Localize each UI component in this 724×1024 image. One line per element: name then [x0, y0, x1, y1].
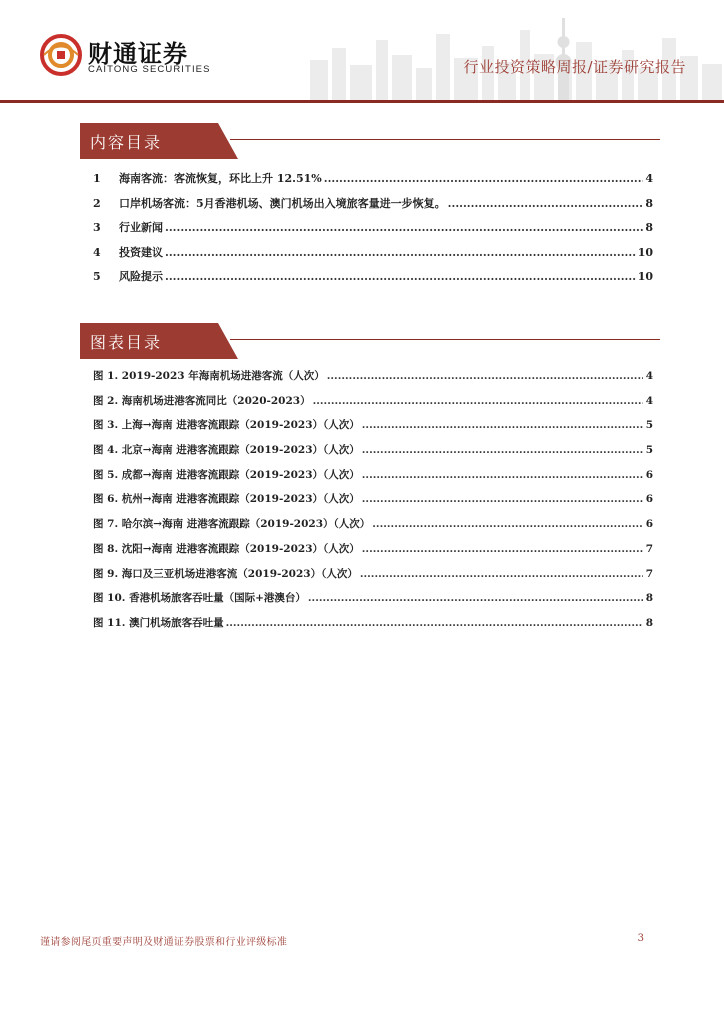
toc-leader-dots [226, 617, 643, 629]
report-type-title: 行业投资策略周报/证券研究报告 [463, 58, 686, 76]
section-rule [230, 139, 660, 140]
contents-heading-label: 内容目录 [90, 133, 163, 152]
footer-disclaimer: 谨请参阅尾页重要声明及财通证券股票和行业评级标准 [40, 937, 288, 948]
figure-entry[interactable] [93, 442, 653, 467]
figures-list [93, 368, 653, 640]
company-logo [40, 34, 230, 78]
toc-leader-dots [362, 543, 643, 555]
logo-chinese-name: 财通证券 [88, 40, 188, 68]
figures-section-heading [80, 323, 660, 359]
figure-entry[interactable] [93, 368, 653, 393]
toc-leader-dots [324, 172, 643, 185]
page-header [0, 0, 724, 104]
figure-entry[interactable] [93, 516, 653, 541]
toc-leader-dots [362, 469, 643, 481]
figure-entry-title: 图 5. 成都→海南 进港客流跟踪（2019-2023）（人次） [93, 468, 360, 481]
figure-entry-page: 4 [645, 394, 653, 407]
toc-leader-dots [362, 493, 643, 505]
toc-leader-dots [360, 568, 643, 580]
figure-entry-page: 5 [645, 419, 653, 432]
figure-entry-title: 图 4. 北京→海南 进港客流跟踪（2019-2023）（人次） [93, 444, 360, 457]
toc-entry-number: 2 [93, 196, 101, 210]
toc-entry-page: 8 [645, 196, 653, 210]
figure-entry-title: 图 10. 香港机场旅客吞吐量（国际+港澳台） [93, 592, 306, 605]
toc-leader-dots [308, 592, 643, 604]
toc-entry-page: 10 [637, 270, 653, 284]
toc-entry-number: 3 [93, 221, 101, 235]
figure-entry[interactable] [93, 615, 653, 640]
figure-entry[interactable] [93, 491, 653, 516]
contents-list [93, 170, 653, 293]
figure-entry-page: 6 [645, 518, 653, 531]
toc-entry-title: 海南客流：客流恢复，环比上升 12.51% [119, 172, 322, 185]
toc-entry-title: 口岸机场客流：5月香港机场、澳门机场出入境旅客量进一步恢复。 [119, 196, 446, 210]
figure-entry-title: 图 2. 海南机场进港客流同比（2020-2023） [93, 394, 311, 407]
section-rule [230, 339, 660, 340]
page-number: 3 [637, 933, 644, 944]
toc-entry-title: 风险提示 [119, 270, 163, 284]
figure-entry-title: 图 7. 哈尔滨→海南 进港客流跟踪（2019-2023）（人次） [93, 518, 371, 531]
toc-entry-title: 投资建议 [119, 245, 163, 259]
toc-leader-dots [327, 370, 643, 382]
figure-entry-page: 4 [645, 370, 653, 382]
toc-entry[interactable] [93, 195, 653, 220]
toc-leader-dots [372, 518, 643, 530]
figure-entry-title: 图 1. 2019-2023 年海南机场进港客流（人次） [93, 370, 325, 382]
figures-heading-label: 图表目录 [90, 333, 163, 352]
figure-entry-title: 图 3. 上海→海南 进港客流跟踪（2019-2023）（人次） [93, 419, 360, 432]
figure-entry[interactable] [93, 393, 653, 418]
figure-entry-page: 6 [645, 468, 653, 481]
figure-entry-page: 7 [645, 542, 653, 555]
figure-entry-page: 8 [645, 616, 653, 629]
toc-leader-dots [165, 270, 636, 283]
figure-entry-title: 图 8. 沈阳→海南 进港客流跟踪（2019-2023）（人次） [93, 542, 360, 555]
toc-entry[interactable] [93, 219, 653, 244]
figure-entry[interactable] [93, 541, 653, 566]
figure-entry-page: 8 [645, 592, 653, 605]
toc-entry[interactable] [93, 244, 653, 269]
figure-entry-title: 图 11. 澳门机场旅客吞吐量 [93, 616, 224, 629]
caitong-logo-icon [40, 34, 82, 76]
contents-section-heading [80, 123, 660, 159]
toc-entry-number: 4 [93, 245, 101, 259]
toc-leader-dots [165, 246, 636, 259]
toc-entry-number: 1 [93, 172, 101, 185]
toc-leader-dots [448, 197, 643, 210]
logo-english-name: CAITONG SECURITIES [88, 64, 211, 75]
header-divider [0, 100, 724, 103]
figure-entry[interactable] [93, 566, 653, 591]
figure-entry[interactable] [93, 590, 653, 615]
toc-leader-dots [313, 395, 643, 407]
toc-leader-dots [362, 444, 643, 456]
toc-entry[interactable] [93, 268, 653, 293]
figure-entry[interactable] [93, 417, 653, 442]
toc-entry-number: 5 [93, 270, 101, 284]
figure-entry[interactable] [93, 467, 653, 492]
toc-entry[interactable] [93, 170, 653, 195]
figure-entry-title: 图 6. 杭州→海南 进港客流跟踪（2019-2023）（人次） [93, 493, 360, 506]
toc-leader-dots [362, 419, 643, 431]
figure-entry-title: 图 9. 海口及三亚机场进港客流（2019-2023）（人次） [93, 567, 358, 580]
toc-leader-dots [165, 221, 643, 234]
toc-entry-page: 4 [645, 172, 653, 185]
figure-entry-page: 7 [645, 567, 653, 580]
toc-entry-page: 10 [637, 245, 653, 259]
figure-entry-page: 6 [645, 493, 653, 506]
figure-entry-page: 5 [645, 444, 653, 457]
city-skyline-graphic [300, 10, 724, 100]
toc-entry-title: 行业新闻 [119, 221, 163, 235]
toc-entry-page: 8 [645, 221, 653, 235]
